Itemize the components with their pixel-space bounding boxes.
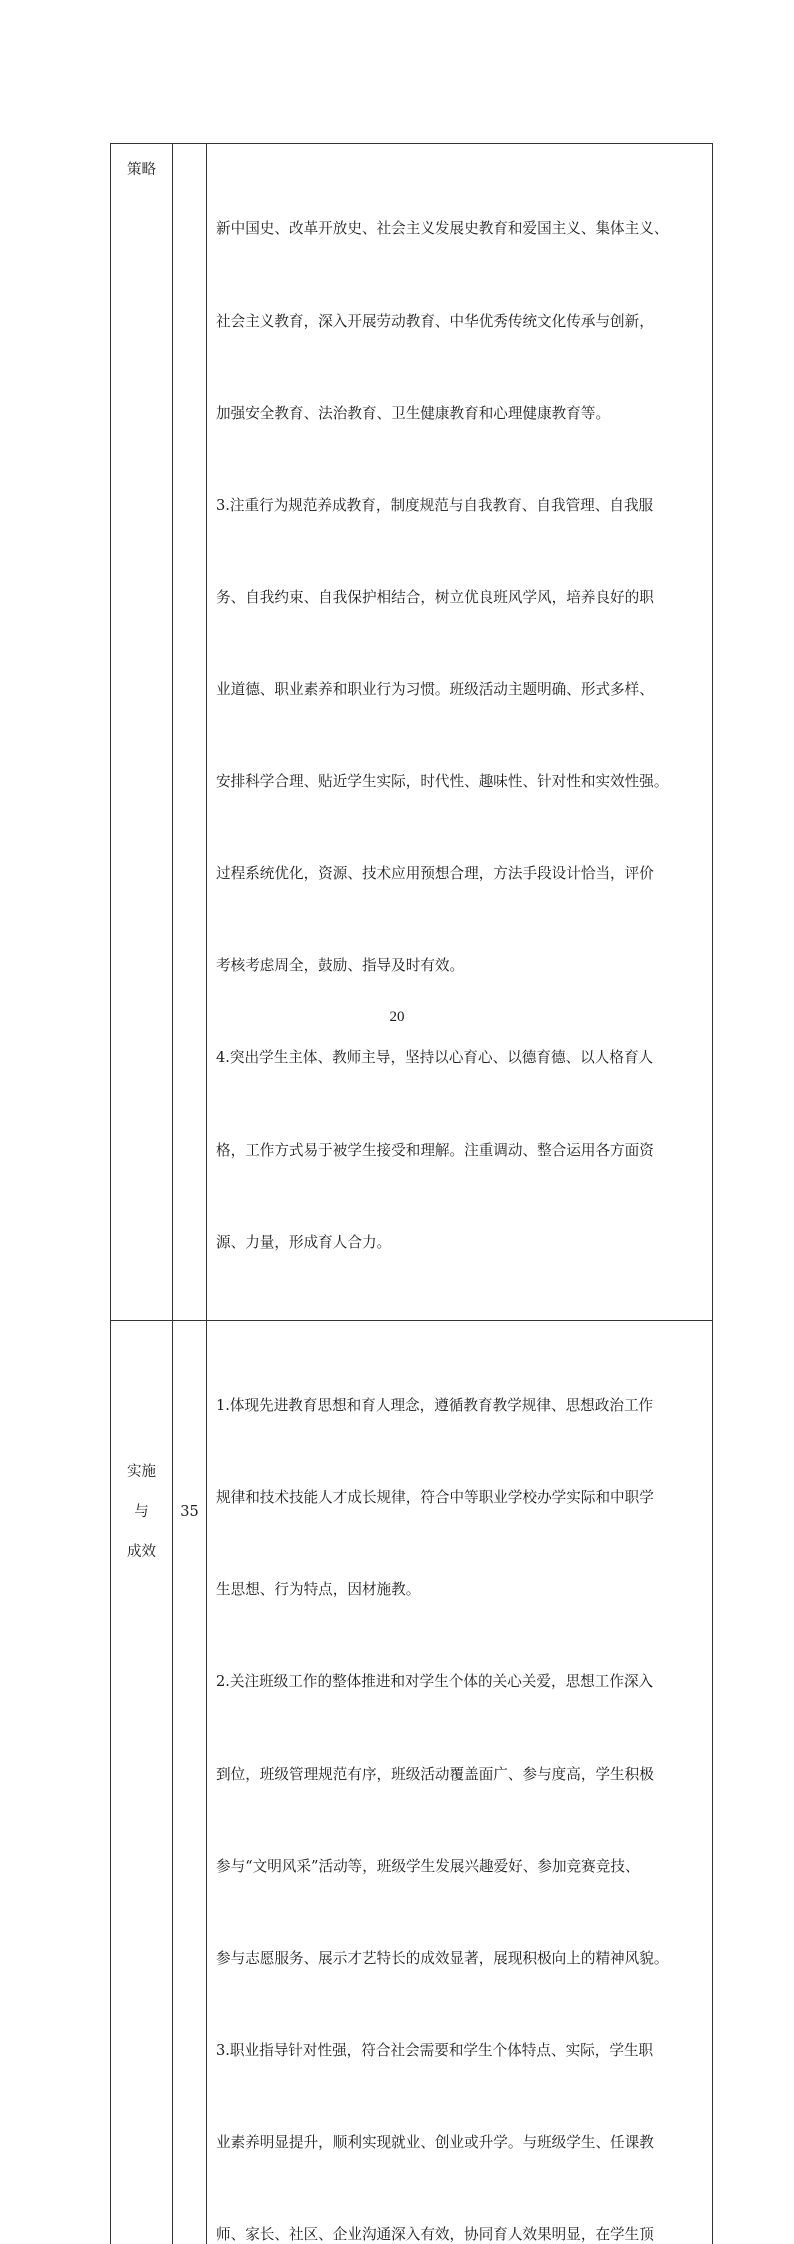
row-label-strategy: 策略 [127, 162, 156, 178]
text-line: 务、自我约束、自我保护相结合，树立优良班风学风，培养良好的职 [216, 588, 654, 606]
table-row-implementation [111, 1320, 713, 2244]
text-line: 2.关注班级工作的整体推进和对学生个体的关心关爱，思想工作深入 [216, 1673, 654, 1691]
text-line: 业素养明显提升，顺利实现就业、创业或升学。与班级学生、任课教 [216, 2134, 654, 2151]
score-cell [173, 144, 207, 1321]
text-line: 到位，班级管理规范有序，班级活动覆盖面广、参与度高，学生积极 [216, 1765, 654, 1783]
text-line: 参与志愿服务、展示才艺特长的成效显著，展现积极向上的精神风貌。 [216, 1949, 669, 1967]
page-number: 20 [389, 1009, 405, 1025]
text-line: 4.突出学生主体、教师主导，坚持以心育心、以德育德、以人格育人 [216, 1049, 654, 1067]
row-label-cell [111, 1320, 173, 2244]
content-cell [207, 144, 713, 1321]
evaluation-table [110, 143, 713, 2244]
row-label-implementation [111, 1321, 172, 1704]
text-line: 1.体现先进教育思想和育人理念，遵循教育教学规律、思想政治工作 [216, 1397, 654, 1415]
row-label-part: 成效 [127, 1544, 156, 1561]
text-line: 参与“文明风采”活动等，班级学生发展兴趣爱好、参加竞赛竞技、 [216, 1857, 640, 1875]
score-cell [173, 1320, 207, 2244]
content-cell [207, 1320, 713, 2244]
table-row-strategy [111, 144, 713, 1321]
row-label-part: 实施 [127, 1464, 156, 1481]
text-line: 师、家长、社区、企业沟通深入有效，协同育人效果明显，在学生顶 [216, 2226, 654, 2244]
text-line: 生思想、行为特点，因材施教。 [216, 1581, 421, 1599]
implementation-text [207, 1321, 712, 2244]
text-line: 规律和技术技能人才成长规律，符合中等职业学校办学实际和中职学 [216, 1489, 654, 1507]
text-line: 业道德、职业素养和职业行为习惯。班级活动主题明确、形式多样、 [216, 680, 654, 698]
text-line: 安排科学合理、贴近学生实际，时代性、趣味性、针对性和实效性强。 [216, 773, 669, 791]
row-label-part: 与 [134, 1504, 149, 1521]
text-line: 源、力量，形成育人合力。 [216, 1233, 392, 1251]
text-line: 3.注重行为规范养成教育，制度规范与自我教育、自我管理、自我服 [216, 496, 654, 514]
text-line: 新中国史、改革开放史、社会主义发展史教育和爱国主义、集体主义、 [216, 220, 669, 238]
text-line: 3.职业指导针对性强，符合社会需要和学生个体特点、实际，学生职 [216, 2041, 654, 2059]
text-line: 考核考虑周全，鼓励、指导及时有效。 [216, 957, 465, 975]
row-label-cell [111, 144, 173, 1321]
text-line: 格，工作方式易于被学生接受和理解。注重调动、整合运用各方面资 [216, 1141, 654, 1159]
text-line: 社会主义教育，深入开展劳动教育、中华优秀传统文化传承与创新， [216, 312, 654, 330]
text-line: 加强安全教育、法治教育、卫生健康教育和心理健康教育等。 [216, 404, 611, 422]
score-value: 35 [180, 1504, 199, 1521]
text-line: 过程系统优化，资源、技术应用预想合理，方法手段设计恰当，评价 [216, 865, 654, 883]
strategy-text [207, 144, 712, 1320]
